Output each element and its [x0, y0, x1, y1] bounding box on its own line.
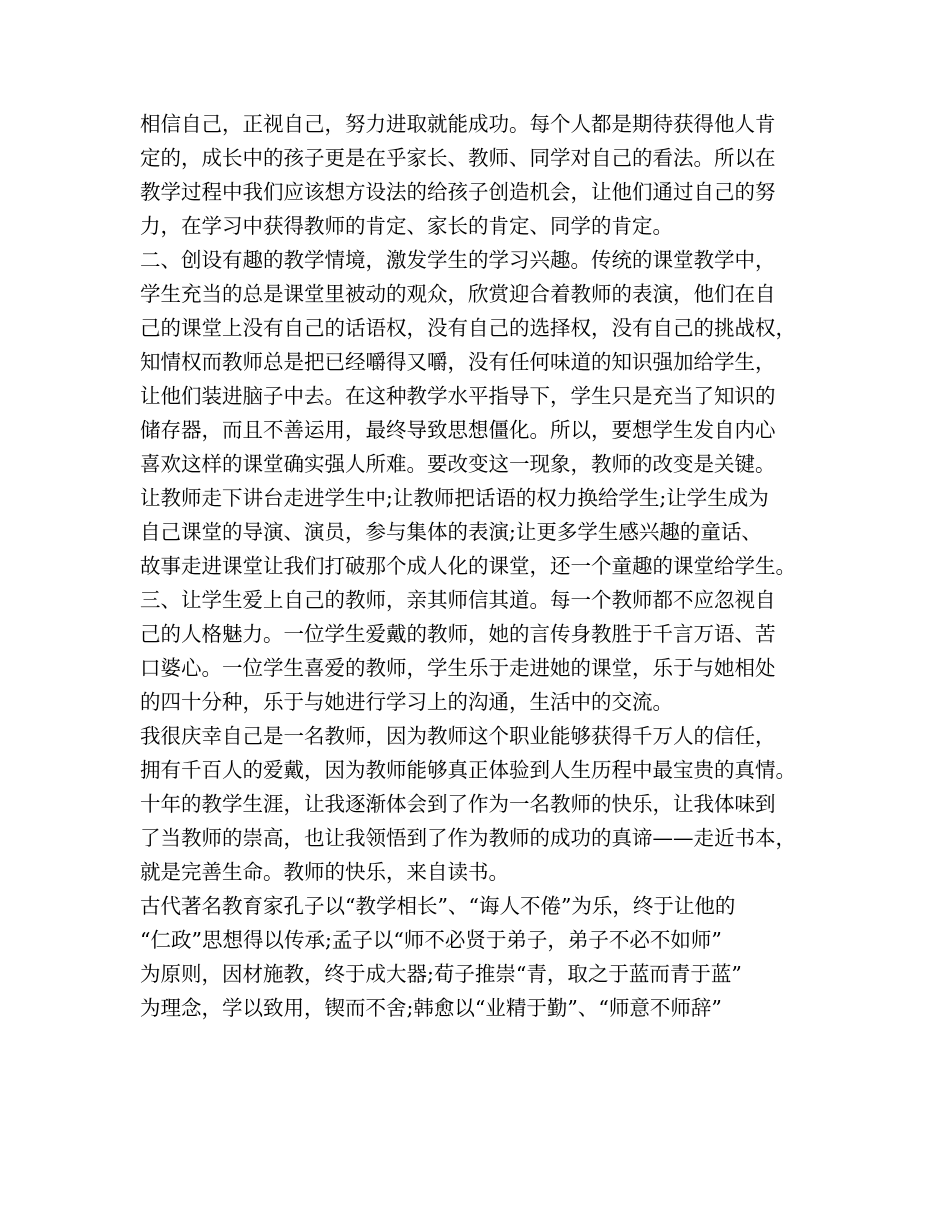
- text-line: 让他们装进脑子中去。在这种教学水平指导下，学生只是充当了知识的: [140, 384, 776, 408]
- text-line: 拥有千百人的爱戴，因为教师能够真正体验到人生历程中最宝贵的真情。: [140, 758, 796, 782]
- text-line: 我很庆幸自己是一名教师，因为教师这个职业能够获得千万人的信任，: [140, 724, 776, 748]
- text-line: 二、创设有趣的教学情境，激发学生的学习兴趣。传统的课堂教学中，: [140, 248, 776, 272]
- text-line: 相信自己，正视自己，努力进取就能成功。每个人都是期待获得他人肯: [140, 112, 776, 136]
- text-line: 喜欢这样的课堂确实强人所难。要改变这一现象，教师的改变是关键。: [140, 452, 776, 476]
- text-line: 为原则，因材施教，终于成大器;荀子推崇“青，取之于蓝而青于蓝”: [140, 962, 742, 986]
- text-line: “仁政”思想得以传承;孟子以“师不必贤于弟子，弟子不必不如师”: [140, 928, 722, 952]
- text-line: 让教师走下讲台走进学生中;让教师把话语的权力换给学生;让学生成为: [140, 486, 769, 510]
- text-line: 为理念，学以致用，锲而不舍;韩愈以“业精于勤”、“师意不师辞”: [140, 996, 722, 1020]
- text-line: 了当教师的崇高，也让我领悟到了作为教师的成功的真谛——走近书本，: [140, 826, 796, 850]
- text-line: 知情权而教师总是把已经嚼得又嚼，没有任何味道的知识强加给学生，: [140, 350, 776, 374]
- body-text: [140, 107, 830, 1025]
- text-line: 教学过程中我们应该想方设法的给孩子创造机会，让他们通过自己的努: [140, 180, 776, 204]
- text-line: 力，在学习中获得教师的肯定、家长的肯定、同学的肯定。: [140, 214, 673, 238]
- text-line: 自己课堂的导演、演员，参与集体的表演;让更多学生感兴趣的童话、: [140, 520, 762, 544]
- text-line: 十年的教学生涯，让我逐渐体会到了作为一名教师的快乐，让我体味到: [140, 792, 776, 816]
- text-line: 学生充当的总是课堂里被动的观众，欣赏迎合着教师的表演，他们在自: [140, 282, 776, 306]
- text-line: 己的课堂上没有自己的话语权，没有自己的选择权，没有自己的挑战权，: [140, 316, 796, 340]
- text-line: 口婆心。一位学生喜爱的教师，学生乐于走进她的课堂，乐于与她相处: [140, 656, 776, 680]
- text-line: 就是完善生命。教师的快乐，来自读书。: [140, 860, 509, 884]
- text-line: 储存器，而且不善运用，最终导致思想僵化。所以，要想学生发自内心: [140, 418, 776, 442]
- text-line: 的四十分种，乐于与她进行学习上的沟通，生活中的交流。: [140, 690, 673, 714]
- text-line: 古代著名教育家孔子以“教学相长”、“诲人不倦”为乐，终于让他的: [140, 894, 736, 918]
- text-line: 三、让学生爱上自己的教师，亲其师信其道。每一个教师都不应忽视自: [140, 588, 776, 612]
- text-line: 定的，成长中的孩子更是在乎家长、教师、同学对自己的看法。所以在: [140, 146, 776, 170]
- text-line: 故事走进课堂让我们打破那个成人化的课堂，还一个童趣的课堂给学生。: [140, 554, 796, 578]
- text-line: 己的人格魅力。一位学生爱戴的教师，她的言传身教胜于千言万语、苦: [140, 622, 776, 646]
